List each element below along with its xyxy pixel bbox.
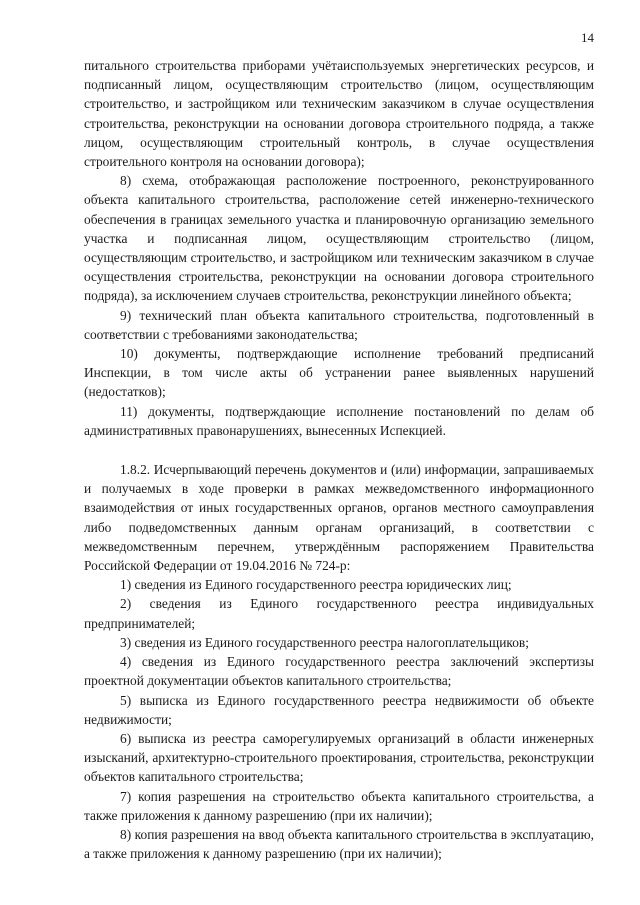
list-item: 9) технический план объекта капитального строительства, подготовленный в соответствии с требованиями законодательства;: [84, 307, 594, 342]
page-number: 14: [581, 30, 594, 45]
section-paragraph: 1.8.2. Исчерпывающий перечень документов и (или) информации, запрашиваемых и получаемых в ходе проверки в рамках межведомственного информационного взаимодействия от иных государственных органов, органов местного самоуправления либо подведомственных данным органам организаций, в соответствии с межведомственным перечнем, утверждённым распоряжением Правительства Российской Федерации от 19.04.2016 № 724-р:: [84, 462, 594, 574]
list-item: 6) выписка из реестра саморегулируемых организаций в области инженерных изысканий, архитектурно-строительного проектирования, строительства, реконструкции объектов капитального строительства;: [84, 730, 594, 785]
list-item: 10) документы, подтверждающие исполнение требований предписаний Инспекции, в том числе акты об устранении ранее выявленных нарушений (недостатков);: [84, 346, 594, 400]
list-item: 11) документы, подтверждающие исполнение постановлений по делам об административных правонарушениях, вынесенных Испекцией.: [84, 403, 594, 438]
list-item: 5) выписка из Единого государственного реестра недвижимости об объекте недвижимости;: [84, 692, 594, 727]
list-item: 3) сведения из Единого государственного реестра налогоплательщиков;: [120, 634, 529, 650]
list-item: 4) сведения из Единого государственного реестра заключений экспертизы проектной документации объектов капитального строительства;: [84, 654, 594, 689]
list-item: 1) сведения из Единого государственного реестра юридических лиц;: [120, 577, 512, 593]
list-item: 2) сведения из Единого государственного реестра индивидуальных предпринимателей;: [84, 596, 594, 631]
document-body: [84, 56, 594, 863]
list-item: 8) схема, отображающая расположение построенного, реконструированного объекта капитального строительства, расположение сетей инженерно-технического обеспечения в границах земельного участка и планировочную организацию земельного участка и подписанная лицом, осуществляющим строительство (лицом, осуществляющим строительство, и застройщиком или техническим заказчиком в случае осуществления строительства, реконструкции на основании договора строительного подряда), за исключением случаев строительства, реконструкции линейного объекта;: [84, 173, 594, 304]
list-item: 8) копия разрешения на ввод объекта капитального строительства в эксплуатацию, а также приложения к данному разрешению (при их наличии);: [84, 826, 594, 862]
list-item: 7) копия разрешения на строительство объекта капитального строительства, а также приложения к данному разрешению (при их наличии);: [84, 788, 594, 823]
paragraph: питального строительства приборами учётаиспользуемых энергетических ресурсов, и подписанный лицом, осуществляющим строительство (лицом, осуществляющим строительство, и застройщиком или техническим заказчиком в случае осуществления строительства, реконструкции на основании договора строительного подряда, а также лицом, осуществляющим строительный контроль, в случае осуществления строительного контроля на основании договора);: [84, 58, 594, 170]
